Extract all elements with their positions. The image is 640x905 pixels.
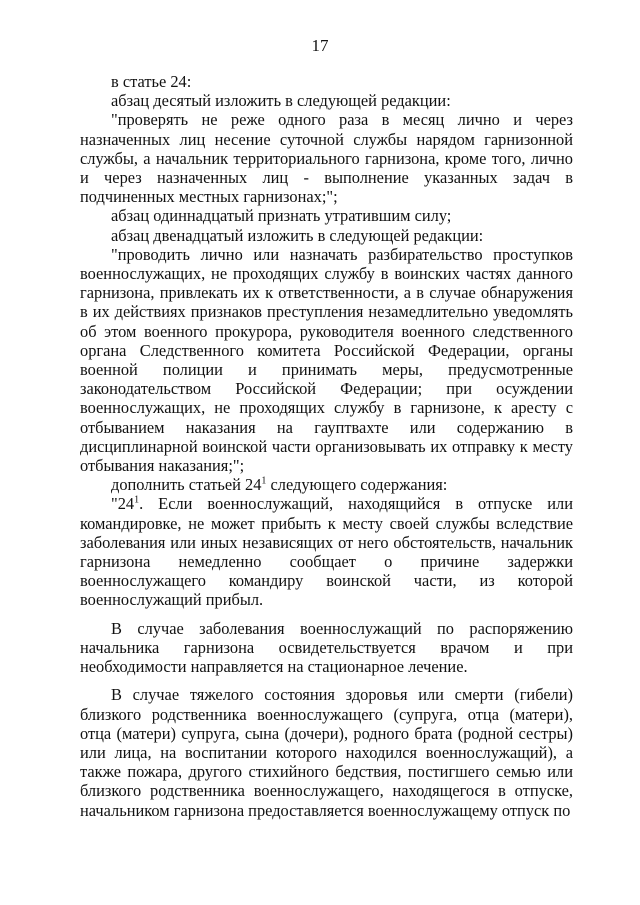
document-body — [80, 72, 573, 820]
text-span: следующего содержания: — [266, 475, 448, 495]
text-span: . Если военнослужащий, находящийся в отпуске или командировке, не может прибыть к месту своей службы вследствие заболевания или иных независящих от него обстоятельств, начальник гарнизона немедленно сообщает о причине задержки военнослужащего командиру воинской части, из которой военнослужащий прибыл. — [80, 494, 573, 610]
superscript: 1 — [134, 495, 140, 506]
paragraph: В случае заболевания военнослужащий по распоряжению начальника гарнизона освидетельствуется врачом и при необходимости направляется на стационарное лечение. — [80, 618, 573, 677]
text-span: дополнить статьей 24 — [111, 475, 262, 495]
paragraph: "проводить лично или назначать разбирательство проступков военнослужащих, не проходящих службу в воинских частях данного гарнизона, привлекать их к ответственности, а в случае обнаружения в их действиях признаков преступления незамедлительно уведомлять об этом военного прокурора, руководителя военного следственного органа Следственного комитета Российской Федерации, органы военной полиции и принимать меры, предусмотренные законодательством Российской Федерации; при осуждении военнослужащих, не проходящих службу в гарнизоне, к аресту с отбыванием наказания на гауптвахте или содержанию в дисциплинарной воинской части организовывать их отправку к месту отбывания наказания;"; — [80, 244, 573, 476]
paragraph: абзац двенадцатый изложить в следующей редакции: — [111, 225, 484, 245]
paragraph: абзац десятый изложить в следующей редакции: — [111, 91, 451, 111]
page-number: 17 — [311, 36, 329, 55]
text-span: "24 — [111, 494, 135, 514]
paragraph: абзац одиннадцатый признать утратившим силу; — [111, 206, 452, 226]
paragraph: В случае тяжелого состояния здоровья или смерти (гибели) близкого родственника военнослужащего (супруга, отца (матери), отца (матери) супруга, сына (дочери), родного брата (родной сестры) или лица, на воспитании которого находился военнослужащий), а также пожара, другого стихийного бедствия, постигшего семью или близкого родственника военнослужащего, находящегося в отпуске, начальником гарнизона предоставляется военнослужащему отпуск по — [80, 685, 573, 820]
paragraph: в статье 24: — [111, 72, 192, 91]
superscript: 1 — [261, 475, 267, 487]
paragraph: "проверять не реже одного раза в месяц лично и через назначенных лиц несение суточной службы нарядом гарнизонной службы, а начальник территориального гарнизона, кроме того, лично и через назначенных лиц - выполнение указанных задач в подчиненных местных гарнизонах;"; — [80, 110, 573, 207]
paragraph — [80, 475, 573, 494]
paragraph — [80, 494, 573, 609]
